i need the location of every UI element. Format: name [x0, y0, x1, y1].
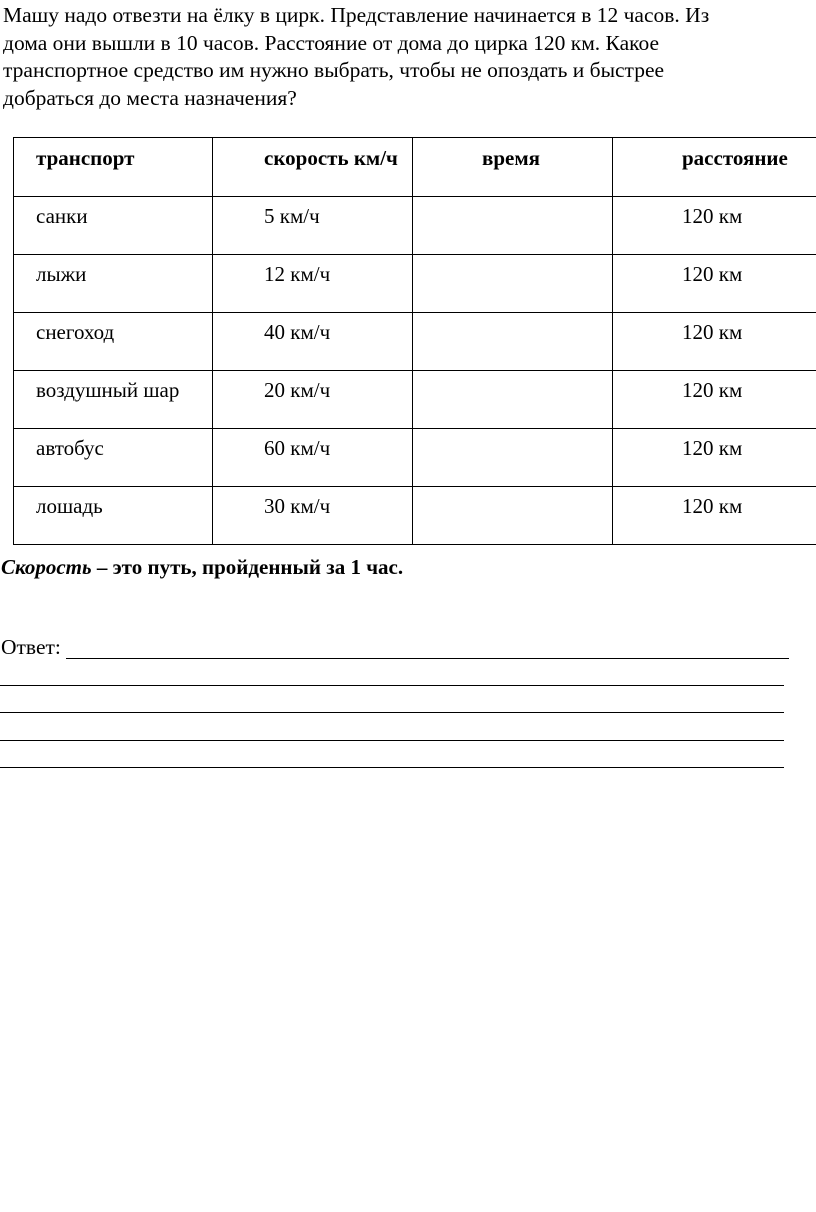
problem-line: Машу надо отвезти на ёлку в цирк. Представление начинается в 12 часов. Из	[3, 3, 710, 27]
cell-speed: 30 км/ч	[213, 487, 413, 545]
table-row	[14, 197, 816, 255]
cell-time[interactable]	[413, 429, 613, 487]
header-speed: скорость км/ч	[213, 138, 413, 197]
definition-text: – это путь, пройденный за 1 час.	[91, 555, 404, 579]
table-row	[14, 429, 816, 487]
cell-transport: снегоход	[14, 313, 213, 371]
problem-statement	[3, 2, 803, 112]
problem-line: транспортное средство им нужно выбрать, чтобы не опоздать и быстрее	[3, 58, 665, 82]
answer-line[interactable]	[0, 767, 784, 768]
cell-speed: 20 км/ч	[213, 371, 413, 429]
definition-term: Скорость	[1, 555, 92, 579]
answer-line[interactable]	[0, 685, 784, 686]
table-row	[14, 255, 816, 313]
cell-distance: 120 км	[613, 313, 816, 371]
cell-time[interactable]	[413, 487, 613, 545]
cell-time[interactable]	[413, 197, 613, 255]
cell-transport: автобус	[14, 429, 213, 487]
answer-line[interactable]	[0, 740, 784, 741]
cell-transport: воздушный шар	[14, 371, 213, 429]
answer-line[interactable]	[0, 712, 784, 713]
cell-speed: 5 км/ч	[213, 197, 413, 255]
speed-definition	[1, 555, 403, 580]
table-row	[14, 313, 816, 371]
table-row	[14, 487, 816, 545]
header-transport: транспорт	[14, 138, 213, 197]
problem-line: добраться до места назначения?	[3, 85, 297, 110]
cell-transport: санки	[14, 197, 213, 255]
answer-label: Ответ:	[1, 635, 61, 659]
header-time: время	[413, 138, 613, 197]
cell-speed: 40 км/ч	[213, 313, 413, 371]
cell-speed: 12 км/ч	[213, 255, 413, 313]
cell-time[interactable]	[413, 255, 613, 313]
transport-table	[13, 137, 816, 545]
cell-distance: 120 км	[613, 197, 816, 255]
problem-line: дома они вышли в 10 часов. Расстояние от дома до цирка 120 км. Какое	[3, 30, 660, 55]
cell-time[interactable]	[413, 313, 613, 371]
cell-distance: 120 км	[613, 371, 816, 429]
cell-transport: лошадь	[14, 487, 213, 545]
cell-speed: 60 км/ч	[213, 429, 413, 487]
cell-distance: 120 км	[613, 429, 816, 487]
cell-distance: 120 км	[613, 487, 816, 545]
answer-line[interactable]	[66, 658, 789, 659]
cell-transport: лыжи	[14, 255, 213, 313]
header-distance: расстояние	[613, 138, 816, 197]
cell-distance: 120 км	[613, 255, 816, 313]
cell-time[interactable]	[413, 371, 613, 429]
table-header-row	[14, 138, 816, 197]
table-row	[14, 371, 816, 429]
